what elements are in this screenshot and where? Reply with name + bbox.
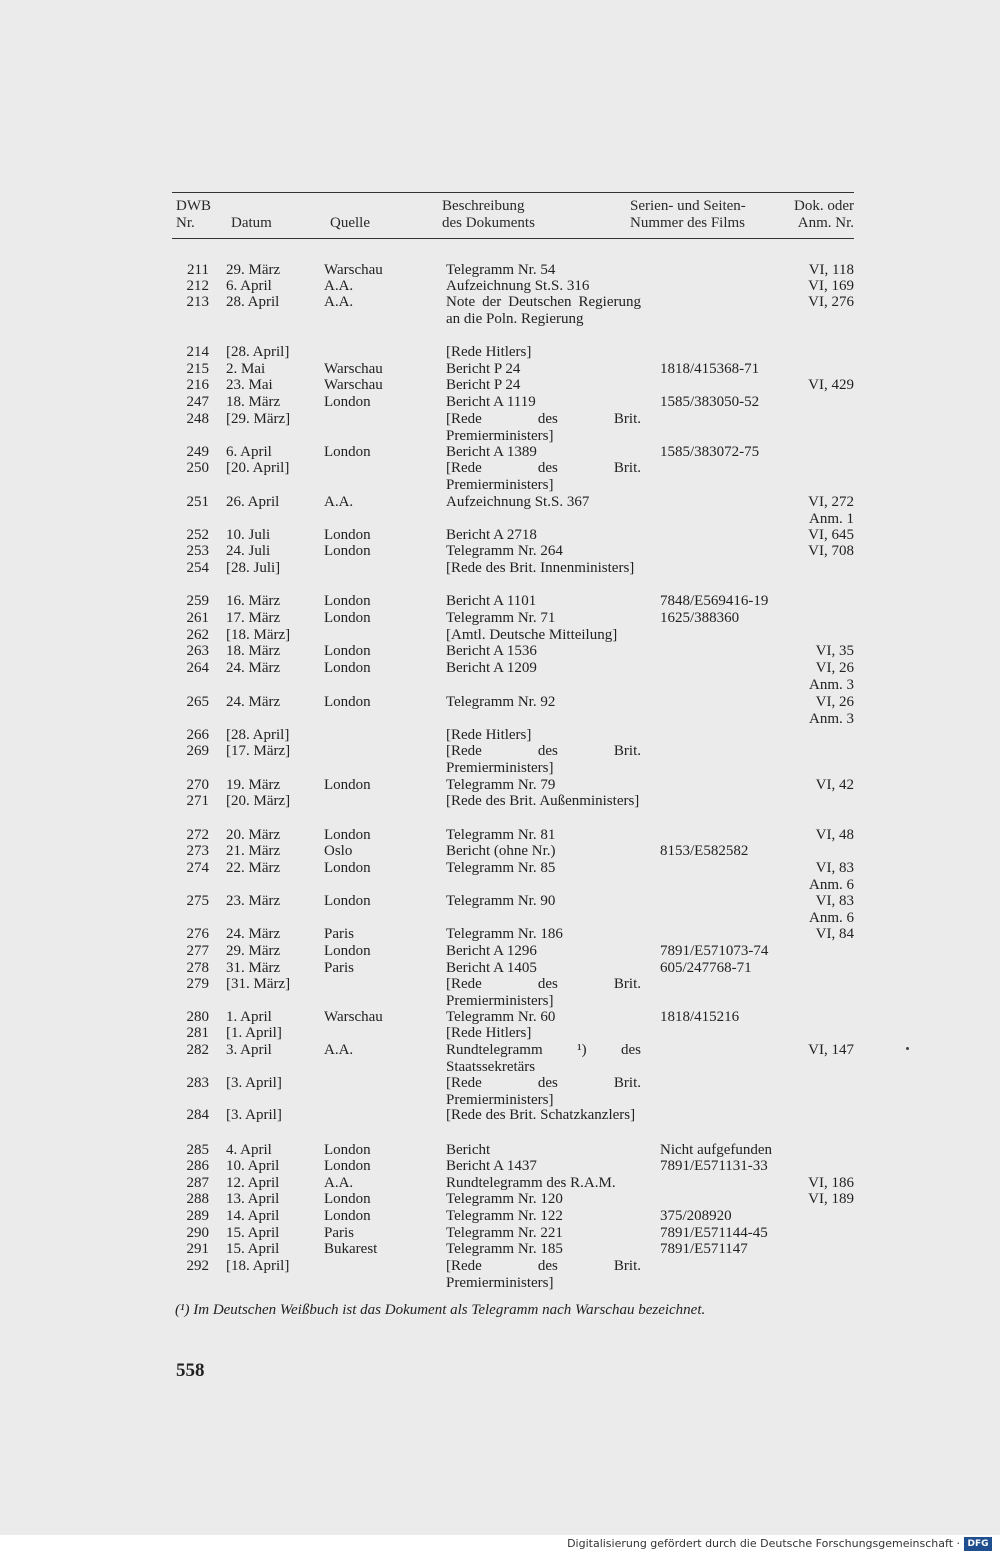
row-date: 15. April [226,1241,280,1257]
row-source: London [324,543,371,559]
row-source: Warschau [324,361,383,377]
header-quelle: Quelle [330,215,370,231]
row-date: 24. März [226,694,281,710]
row-source: Paris [324,1225,354,1241]
row-date: 4. April [226,1142,272,1158]
row-number: 276 [186,926,209,942]
row-description: Telegramm Nr. 90 [446,893,556,909]
row-document-ref: VI, 169 [808,278,854,294]
row-document-ref: VI, 118 [808,262,854,278]
row-date: 10. Juli [226,527,271,543]
row-film-number: 7891/E571144-45 [660,1225,768,1241]
row-description: [Rede des Brit. Premierministers] [446,1258,641,1291]
row-document-note: Anm. 6 [809,876,854,893]
row-number: 214 [186,344,209,360]
row-source: London [324,943,371,959]
footnote: (¹) Im Deutschen Weißbuch ist das Dokument als Telegramm nach Warschau bezeichnet. [175,1302,706,1318]
row-number: 290 [186,1225,209,1241]
header-film [630,198,746,232]
row-date: [20. April] [226,460,290,476]
row-number: 291 [186,1241,209,1257]
row-film-number: 7848/E569416-19 [660,593,769,609]
row-document-ref [809,860,854,893]
row-description: Bericht A 1536 [446,643,537,659]
row-description: Bericht A 2718 [446,527,537,543]
row-number: 292 [186,1258,209,1274]
row-date: 3. April [226,1042,272,1058]
row-description: [Rede Hitlers] [446,344,532,360]
row-date: 23. März [226,893,281,909]
row-number: 279 [186,976,209,992]
margin-mark [906,1047,909,1050]
row-source: London [324,860,371,876]
row-number: 249 [186,444,209,460]
row-film-number: 1818/415368-71 [660,361,760,377]
row-description: Telegramm Nr. 60 [446,1009,556,1025]
row-number: 216 [186,377,209,393]
row-description: Bericht A 1437 [446,1158,537,1174]
row-number: 251 [186,494,209,510]
row-number: 263 [186,643,209,659]
row-source: London [324,777,371,793]
row-description: Telegramm Nr. 185 [446,1241,563,1257]
row-film-number: 1585/383050-52 [660,394,760,410]
digitization-credit-bar [0,1535,1000,1554]
row-document-ref: VI, 35 [815,643,854,659]
row-description: Telegramm Nr. 186 [446,926,563,942]
header-beschreibung [442,198,535,232]
row-document-ref-line1: VI, 26 [815,660,854,676]
row-source: London [324,827,371,843]
row-date: [18. März] [226,627,291,643]
row-document-note: Anm. 3 [809,710,854,727]
row-document-ref [809,694,854,727]
row-source: Warschau [324,262,383,278]
row-document-note: Anm. 3 [809,676,854,693]
row-number: 289 [186,1208,209,1224]
row-document-ref: VI, 186 [808,1175,854,1191]
row-film-number: 7891/E571147 [660,1241,748,1257]
row-number: 270 [186,777,209,793]
row-document-ref-line1: VI, 272 [808,494,854,510]
row-source: Oslo [324,843,353,859]
row-source: London [324,444,371,460]
row-source: Paris [324,926,354,942]
row-description: Rundtelegramm des R.A.M. [446,1175,616,1191]
row-film-number: 605/247768-71 [660,960,752,976]
row-date: 6. April [226,444,272,460]
row-date: 14. April [226,1208,280,1224]
row-document-ref: VI, 189 [808,1191,854,1207]
row-number: 248 [186,411,209,427]
row-number: 277 [186,943,209,959]
row-date: [1. April] [226,1025,282,1041]
row-date: 24. März [226,926,281,942]
row-document-ref: VI, 84 [815,926,854,942]
row-description: Bericht (ohne Nr.) [446,843,556,859]
row-description: Bericht A 1405 [446,960,537,976]
row-description: Rundtelegramm ¹) des Staatssekretärs [446,1042,641,1075]
row-number: 284 [186,1107,209,1123]
page-number: 558 [176,1360,205,1381]
row-description: [Rede des Brit. Premierministers] [446,411,641,444]
row-date: 24. Juli [226,543,271,559]
row-film-number: 7891/E571073-74 [660,943,769,959]
row-film-number: Nicht aufgefunden [660,1142,773,1158]
row-description: Bericht P 24 [446,377,521,393]
row-number: 278 [186,960,209,976]
row-source: Warschau [324,1009,383,1025]
row-source: London [324,660,371,676]
header-film-line2: Nummer des Films [630,215,745,231]
row-number: 275 [186,893,209,909]
row-number: 288 [186,1191,209,1207]
row-number: 282 [186,1042,209,1058]
row-document-ref: VI, 276 [808,294,854,310]
row-source: A.A. [324,278,354,294]
row-date: 20. März [226,827,281,843]
row-date: 29. März [226,262,281,278]
row-film-number: 1818/415216 [660,1009,740,1025]
table-header-rule [172,238,854,239]
row-document-ref [809,893,854,926]
header-dok [794,198,854,232]
dfg-logo: DFG [964,1537,992,1551]
header-dok-line1: Dok. oder [794,198,854,214]
row-date: 17. März [226,610,281,626]
row-film-number: 1585/383072-75 [660,444,760,460]
row-date: 21. März [226,843,281,859]
row-date: 28. April [226,294,280,310]
row-description: [Rede des Brit. Innenministers] [446,560,635,576]
row-date: 22. März [226,860,281,876]
row-number: 265 [186,694,209,710]
row-date: 18. März [226,394,281,410]
row-source: Warschau [324,377,383,393]
row-number: 283 [186,1075,209,1091]
row-film-number: 7891/E571131-33 [660,1158,768,1174]
header-dwb-line2: Nr. [176,215,195,231]
credit-text: Digitalisierung gefördert durch die Deutsche Forschungsgemeinschaft · [567,1537,960,1550]
row-source: London [324,694,371,710]
row-document-ref-line1: VI, 26 [815,694,854,710]
row-description: [Rede Hitlers] [446,1025,532,1041]
row-date: 31. März [226,960,281,976]
row-source: London [324,1208,371,1224]
header-beschreibung-line1: Beschreibung [442,198,525,214]
row-date: [28. April] [226,344,290,360]
row-date: 29. März [226,943,281,959]
header-datum: Datum [231,215,272,231]
row-description: Bericht A 1119 [446,394,536,410]
row-source: London [324,1191,371,1207]
row-description: Telegramm Nr. 54 [446,262,556,278]
row-source: A.A. [324,1042,354,1058]
row-document-ref: VI, 429 [808,377,854,393]
row-source: A.A. [324,1175,354,1191]
row-description: [Rede des Brit. Premierministers] [446,1075,641,1108]
row-date: [18. April] [226,1258,290,1274]
row-number: 281 [186,1025,209,1041]
row-description: Telegramm Nr. 122 [446,1208,563,1224]
row-number: 274 [186,860,209,876]
row-description: Bericht [446,1142,491,1158]
row-document-ref [809,660,854,693]
row-date: 6. April [226,278,272,294]
row-date: 16. März [226,593,281,609]
row-date: 26. April [226,494,280,510]
row-description: Bericht A 1101 [446,593,537,609]
row-source: London [324,527,371,543]
row-description: Telegramm Nr. 264 [446,543,563,559]
row-description: [Rede des Brit. Premierministers] [446,743,641,776]
row-number: 269 [186,743,209,759]
row-description: [Rede des Brit. Premierministers] [446,460,641,493]
row-date: [20. März] [226,793,291,809]
row-number: 253 [186,543,209,559]
row-source: A.A. [324,294,354,310]
row-document-ref-line1: VI, 83 [815,860,854,876]
row-date: 13. April [226,1191,280,1207]
row-number: 262 [186,627,209,643]
row-date: 15. April [226,1225,280,1241]
row-source: London [324,610,371,626]
row-number: 211 [187,262,209,278]
row-document-ref-line1: VI, 83 [815,893,854,909]
row-date: [28. Juli] [226,560,281,576]
row-date: 10. April [226,1158,280,1174]
row-film-number: 375/208920 [660,1208,732,1224]
row-description: Bericht A 1389 [446,444,537,460]
row-description: Telegramm Nr. 85 [446,860,556,876]
row-description: [Rede des Brit. Schatzkanzlers] [446,1107,636,1123]
row-number: 272 [186,827,209,843]
row-number: 254 [186,560,209,576]
table-top-rule [172,192,854,193]
row-source: A.A. [324,494,354,510]
row-description: [Rede Hitlers] [446,727,532,743]
header-beschreibung-line2: des Dokuments [442,215,535,231]
row-film-number: 1625/388360 [660,610,740,626]
row-number: 285 [186,1142,209,1158]
row-date: [31. März] [226,976,291,992]
row-document-ref: VI, 48 [815,827,854,843]
row-source: London [324,643,371,659]
row-description: Bericht P 24 [446,361,521,377]
row-number: 280 [186,1009,209,1025]
row-number: 266 [186,727,209,743]
row-number: 213 [186,294,209,310]
row-source: Paris [324,960,354,976]
row-description: Aufzeichnung St.S. 316 [446,278,590,294]
row-number: 259 [186,593,209,609]
row-date: 1. April [226,1009,272,1025]
row-description: Bericht A 1209 [446,660,537,676]
row-description: Telegramm Nr. 221 [446,1225,563,1241]
header-dok-line2: Anm. Nr. [797,215,854,231]
row-source: London [324,593,371,609]
row-date: [28. April] [226,727,290,743]
row-number: 250 [186,460,209,476]
row-date: 2. Mai [226,361,266,377]
row-number: 286 [186,1158,209,1174]
row-number: 273 [186,843,209,859]
row-document-note: Anm. 6 [809,909,854,926]
row-source: London [324,1158,371,1174]
row-document-ref: VI, 645 [808,527,854,543]
row-description: Note der Deutschen Regierung an die Poln. Regierung [446,294,641,327]
row-date: 12. April [226,1175,280,1191]
row-number: 252 [186,527,209,543]
row-document-note: Anm. 1 [809,510,854,527]
row-number: 287 [186,1175,209,1191]
row-date: [17. März] [226,743,291,759]
row-description: [Amtl. Deutsche Mitteilung] [446,627,618,643]
header-dwb-line1: DWB [176,198,211,214]
row-description: Telegramm Nr. 92 [446,694,556,710]
row-document-ref: VI, 147 [808,1042,854,1058]
row-description: Telegramm Nr. 120 [446,1191,563,1207]
row-number: 215 [186,361,209,377]
row-document-ref [808,494,854,527]
row-number: 247 [186,394,209,410]
row-document-ref: VI, 42 [815,777,854,793]
header-dwb [176,198,211,232]
row-number: 212 [186,278,209,294]
row-description: Telegramm Nr. 71 [446,610,556,626]
row-description: [Rede des Brit. Außenministers] [446,793,640,809]
row-description: Aufzeichnung St.S. 367 [446,494,590,510]
row-source: London [324,394,371,410]
row-source: London [324,1142,371,1158]
row-number: 264 [186,660,209,676]
row-date: [3. April] [226,1107,282,1123]
row-document-ref: VI, 708 [808,543,854,559]
row-number: 271 [186,793,209,809]
row-description: Telegramm Nr. 79 [446,777,556,793]
row-date: 18. März [226,643,281,659]
row-description: [Rede des Brit. Premierministers] [446,976,641,1009]
row-date: 19. März [226,777,281,793]
row-date: [3. April] [226,1075,282,1091]
row-description: Bericht A 1296 [446,943,537,959]
row-film-number: 8153/E582582 [660,843,749,859]
row-date: [29. März] [226,411,291,427]
header-film-line1: Serien- und Seiten- [630,198,746,214]
row-description: Telegramm Nr. 81 [446,827,556,843]
row-source: London [324,893,371,909]
row-date: 24. März [226,660,281,676]
row-date: 23. Mai [226,377,273,393]
row-number: 261 [186,610,209,626]
row-source: Bukarest [324,1241,378,1257]
